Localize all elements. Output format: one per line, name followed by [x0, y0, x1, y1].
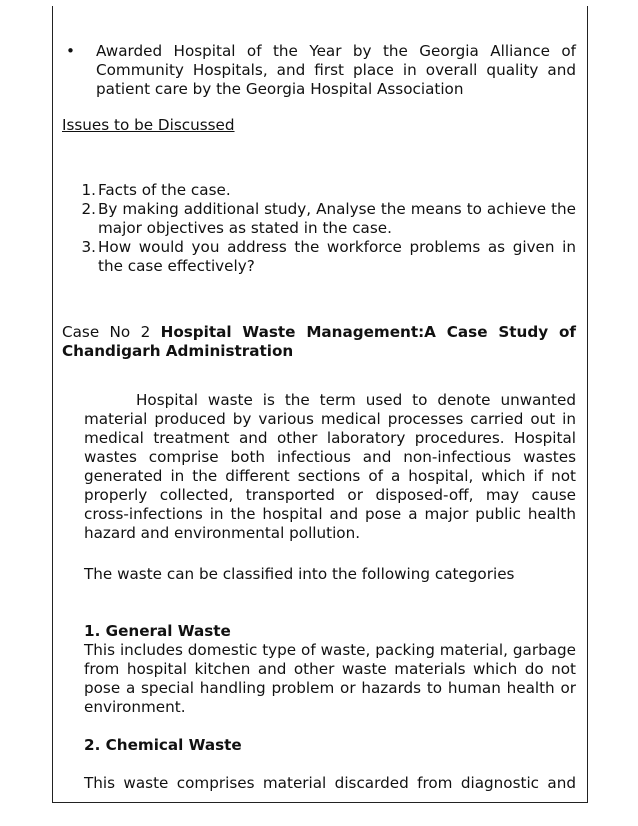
case-prefix: Case No 2 — [62, 323, 161, 341]
issue-number: 3. — [81, 238, 96, 256]
issue-number: 2. — [81, 200, 96, 218]
case-title — [62, 323, 576, 361]
section-heading-text: 1. General Waste — [84, 622, 231, 640]
case-title-bold: Hospital Waste Management:A Case Study of Chandigarh Administration — [62, 323, 576, 360]
bullet-text: Awarded Hospital of the Year by the Georgia Alliance of Community Hospitals, and first place in overall quality and patient care by the Georgia Hospital Association — [96, 42, 576, 98]
issues-heading: Issues to be Discussed — [62, 116, 235, 134]
intro-paragraph: Hospital waste is the term used to denote unwanted material produced by various medical processes carried out in medical treatment and other laboratory procedures. Hospital wastes comprise both infectious and non-infectious wastes generated in the different sections of a hospital, which if not properly collected, transported or disposed-off, may cause cross-infections in the hospital and pose a major public health hazard and environmental pollution. — [84, 391, 576, 542]
section-body-general-waste: This includes domestic type of waste, packing material, garbage from hospital kitchen and other waste materials which do not pose a special handling problem or hazards to human health or environment. — [84, 641, 576, 716]
section-heading-chemical-waste — [84, 736, 242, 755]
section-heading-general-waste — [84, 622, 231, 641]
issue-number: 1. — [81, 181, 96, 199]
bullet-marker: • — [66, 42, 75, 60]
categories-line: The waste can be classified into the following categories — [84, 565, 515, 583]
section-heading-text: 2. Chemical Waste — [84, 736, 242, 754]
issue-text: Facts of the case. — [98, 181, 231, 199]
issue-text: By making additional study, Analyse the means to achieve the major objectives as stated in the case. — [98, 200, 576, 237]
issue-text: How would you address the workforce problems as given in the case effectively? — [98, 238, 576, 275]
section-body-chemical-waste: This waste comprises material discarded from diagnostic and — [84, 774, 576, 792]
